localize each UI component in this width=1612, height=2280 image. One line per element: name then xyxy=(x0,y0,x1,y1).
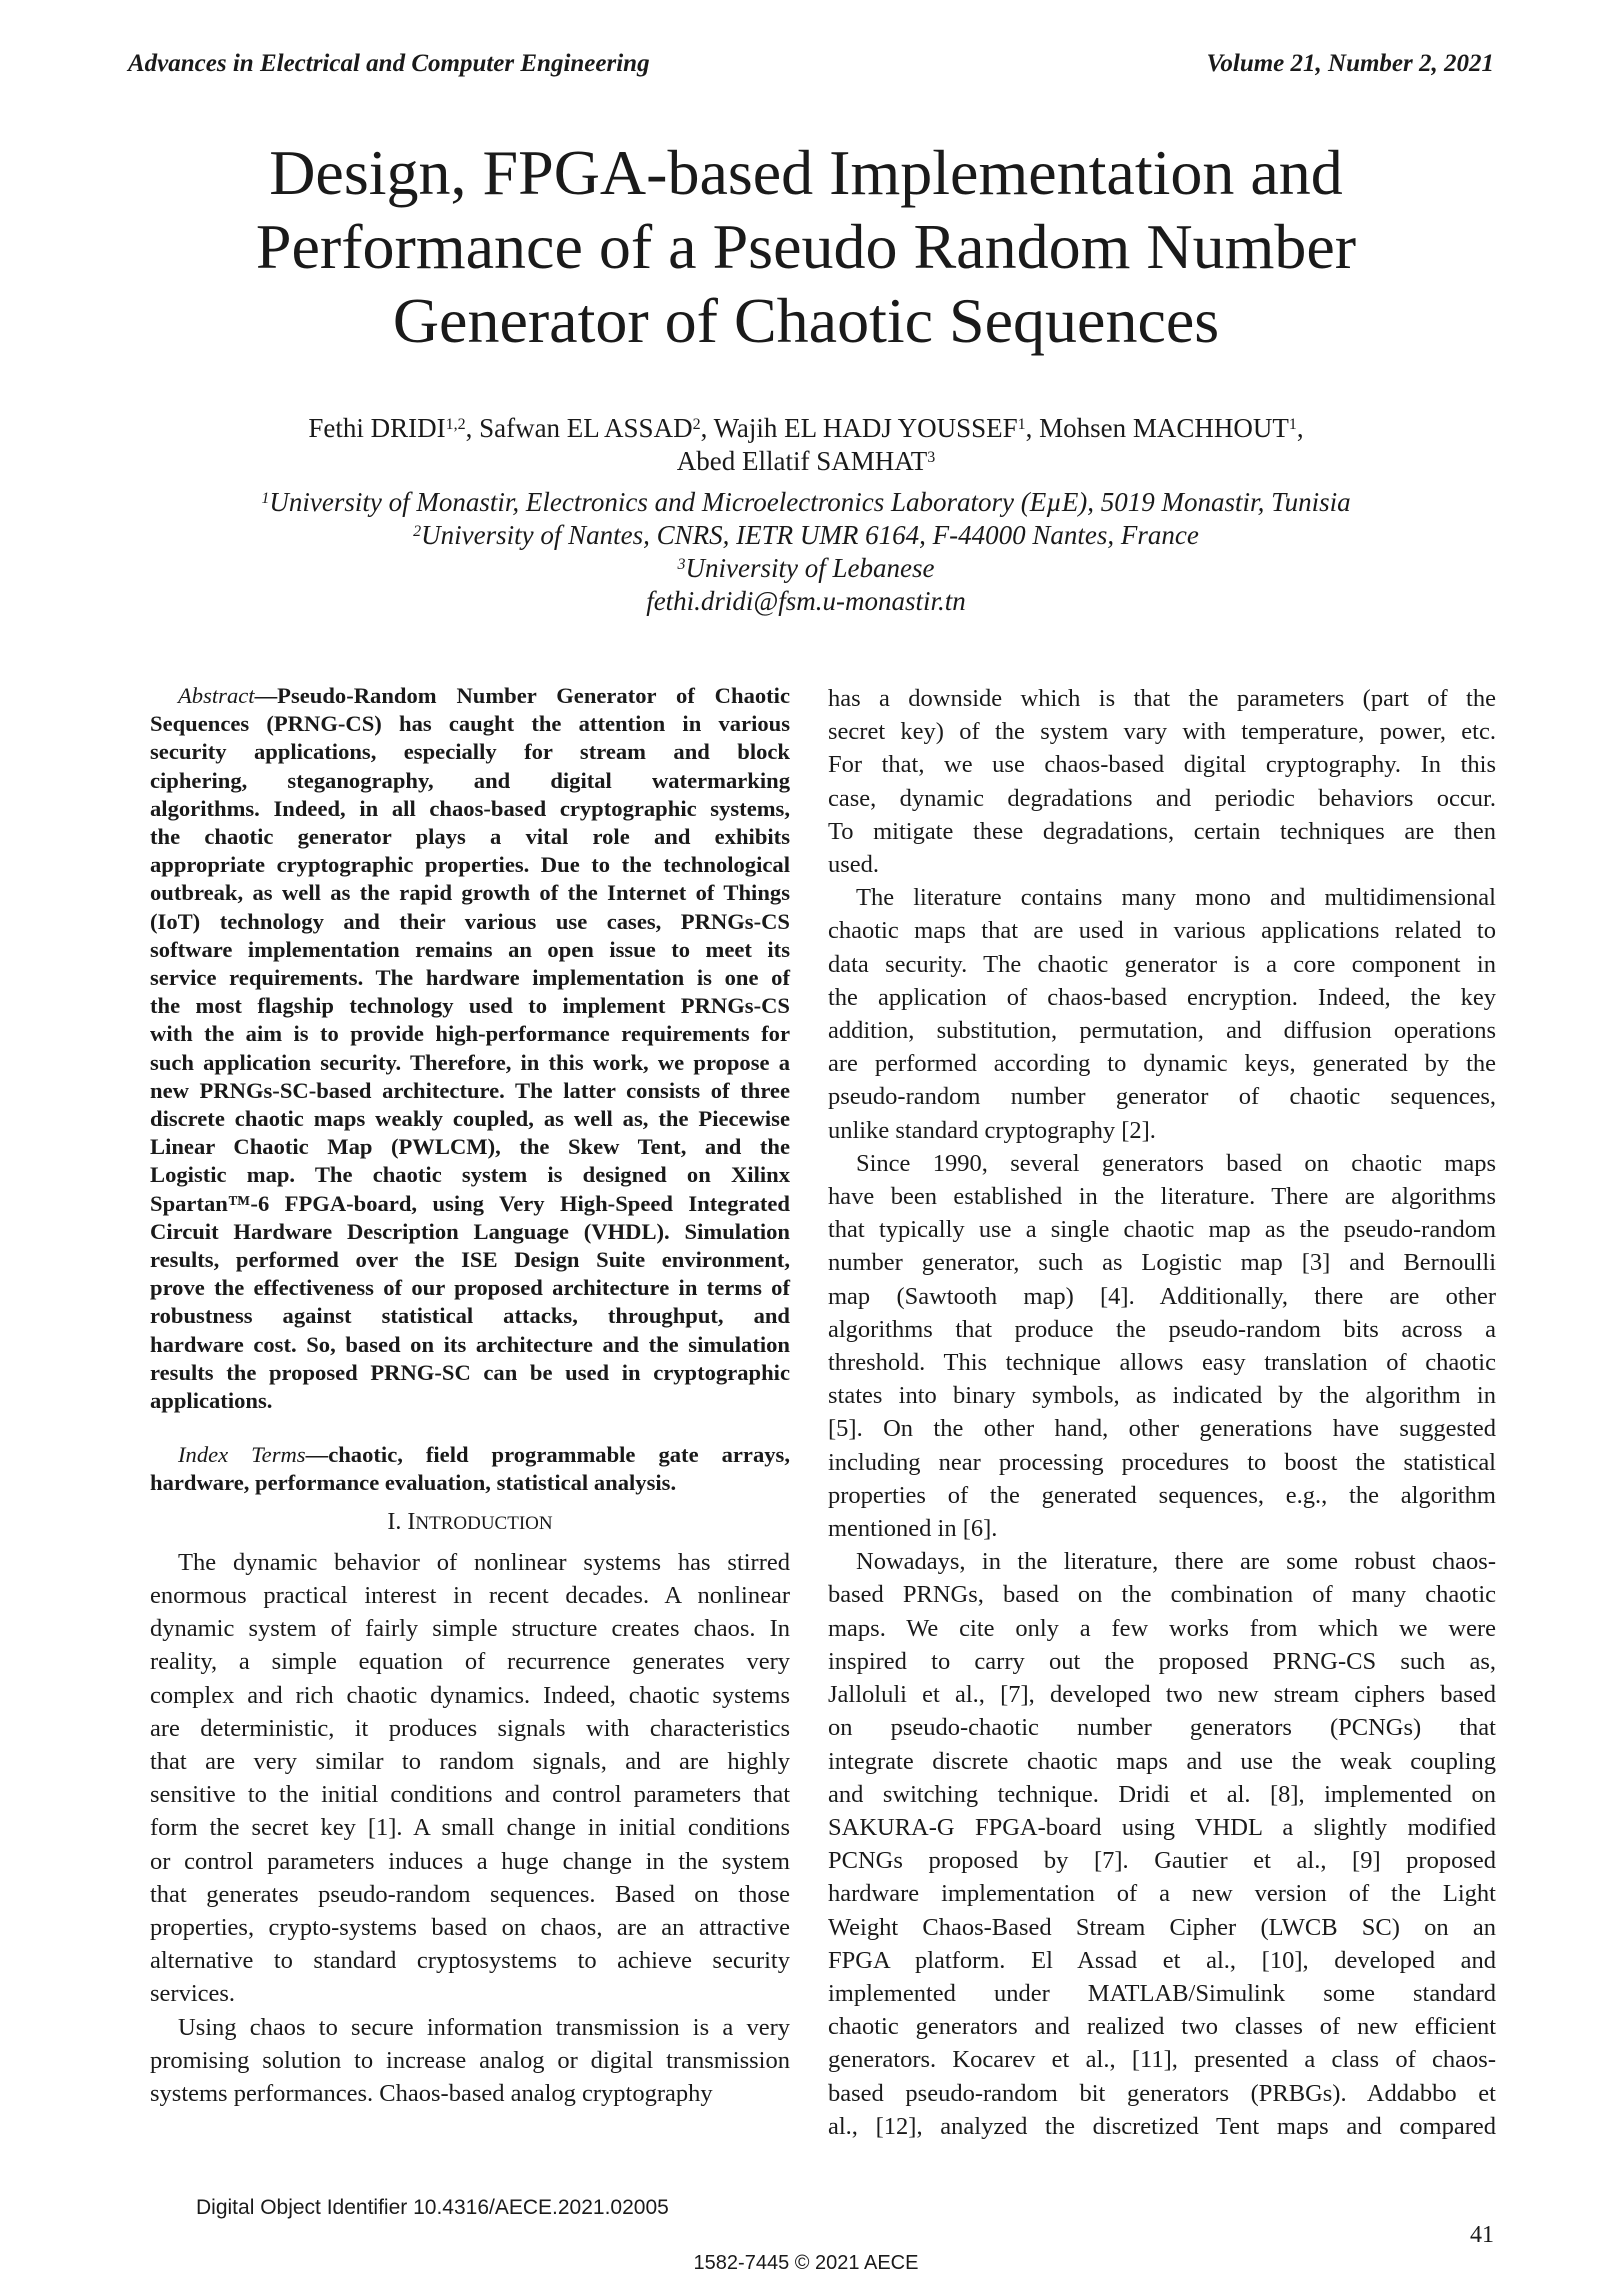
body-line: Since 1990, several generators based on chaotic maps xyxy=(856,1149,1496,1177)
title-line: Generator of Chaotic Sequences xyxy=(392,285,1220,356)
body-line: pseudo-random number generator of chaotic sequences, xyxy=(828,1083,1496,1111)
abstract-line: security applications, especially for stream and block xyxy=(150,739,790,765)
body-line: have been established in the literature. There are algorithms xyxy=(828,1183,1496,1211)
author-name: Abed Ellatif SAMHAT xyxy=(676,446,928,476)
abstract-line: appropriate cryptographic properties. Due to the technological xyxy=(150,852,790,878)
body-line: threshold. This technique allows easy translation of chaotic xyxy=(828,1349,1496,1377)
index-terms-line: hardware, performance evaluation, statistical analysis. xyxy=(150,1470,677,1496)
affiliation: $^1$University of Monastir, Electronics and Microelectronics Laboratory (EµE), 5019 Monastir, Tunisia xyxy=(261,487,1351,517)
body-line: SAKURA-G FPGA-board using VHDL a slightly modified xyxy=(828,1813,1496,1841)
body-text xyxy=(828,682,1496,2143)
right-column xyxy=(828,682,1496,2143)
abstract-line: prove the effectiveness of our proposed architecture in terms of xyxy=(150,1275,790,1301)
body-line: Jalloluli et al., [7], developed two new stream ciphers based xyxy=(828,1681,1496,1709)
body-line: sensitive to the initial conditions and control parameters that xyxy=(150,1781,790,1809)
body-line: and switching technique. Dridi et al. [8], implemented on xyxy=(828,1780,1496,1808)
body-line: maps. We cite only a few works from which we were xyxy=(828,1614,1496,1642)
abstract-line: Linear Chaotic Map (PWLCM), the Skew Tent, and the xyxy=(150,1134,790,1160)
volume-info: Volume 21, Number 2, 2021 xyxy=(1206,50,1494,77)
affiliation: $^2$University of Nantes, CNRS, IETR UMR 6164, F-44000 Nantes, France xyxy=(413,520,1199,550)
journal-name: Advances in Electrical and Computer Engineering xyxy=(128,50,650,77)
body-line: enormous practical interest in recent decades. A nonlinear xyxy=(150,1581,790,1609)
body-line: chaotic generators and realized two classes of new efficient xyxy=(828,2013,1496,2041)
body-line: case, dynamic degradations and periodic behaviors occur. xyxy=(828,784,1496,812)
author-affil-mark: 2 xyxy=(692,416,701,433)
abstract-line: the most flagship technology used to implement PRNGs-CS xyxy=(150,993,790,1019)
body-line: unlike standard cryptography [2]. xyxy=(828,1116,1156,1144)
abstract-line: Spartan™-6 FPGA-board, using Very High-Speed Integrated xyxy=(150,1190,790,1216)
body-line: Using chaos to secure information transmission is a very xyxy=(178,2013,790,2041)
abstract-line: software implementation remains an open issue to meet its xyxy=(150,936,790,962)
abstract xyxy=(150,682,790,1415)
body-line: has a downside which is that the parameters (part of the xyxy=(828,685,1496,712)
issn-copyright: 1582-7445 © 2021 AECE xyxy=(693,2252,919,2274)
body-line: Weight Chaos-Based Stream Cipher (LWCB SC) on an xyxy=(828,1913,1496,1941)
abstract-line: (IoT) technology and their various use cases, PRNGs-CS xyxy=(150,908,790,934)
section-heading: I. INTRODUCTION xyxy=(387,1508,553,1535)
body-line: based PRNGs, based on the combination of many chaotic xyxy=(828,1581,1496,1609)
author-name: , Wajih EL HADJ YOUSSEF xyxy=(700,413,1018,443)
abstract-line: ciphering, steganography, and digital watermarking xyxy=(150,767,790,793)
body-line: are deterministic, it produces signals with characteristics xyxy=(150,1714,790,1742)
author-affil-mark: 1,2 xyxy=(445,416,466,433)
body-line: dynamic system of fairly simple structure creates chaos. In xyxy=(150,1615,790,1643)
paper-title xyxy=(150,136,1462,358)
doi: Digital Object Identifier 10.4316/AECE.2021.02005 xyxy=(196,2196,669,2219)
author-affil-mark: 1 xyxy=(1288,416,1297,433)
body-line: [5]. On the other hand, other generations have suggested xyxy=(828,1415,1496,1443)
index-terms xyxy=(150,1441,790,1497)
body-line: al., [12], analyzed the discretized Tent maps and compared xyxy=(828,2112,1496,2140)
index-terms-label: Index Terms xyxy=(178,1442,306,1468)
body-line: form the secret key [1]. A small change in initial conditions xyxy=(150,1814,790,1842)
abstract-line: robustness against statistical attacks, throughput, and xyxy=(150,1303,790,1329)
author-name: Fethi DRIDI xyxy=(308,413,446,443)
body-line: map (Sawtooth map) [4]. Additionally, there are other xyxy=(828,1282,1496,1310)
abstract-line: results, performed over the ISE Design Suite environment, xyxy=(150,1247,790,1273)
affiliation: $^3$University of Lebanese xyxy=(677,553,935,583)
index-terms-line: Index Terms—chaotic, field programmable gate arrays, xyxy=(178,1442,790,1468)
body-line: promising solution to increase analog or digital transmission xyxy=(150,2046,790,2074)
abstract-line: with the aim is to provide high-performance requirements for xyxy=(150,1021,790,1047)
body-line: that are very similar to random signals, and are highly xyxy=(150,1747,790,1775)
title-line: Performance of a Pseudo Random Number xyxy=(255,211,1357,282)
intro-text xyxy=(150,1546,790,2110)
abstract-line: such application security. Therefore, in this work, we propose a xyxy=(150,1049,790,1075)
body-line: complex and rich chaotic dynamics. Indeed, chaotic systems xyxy=(150,1681,790,1709)
body-line: chaotic maps that are used in various applications related to xyxy=(828,917,1496,945)
body-line: integrate discrete chaotic maps and use the weak coupling xyxy=(828,1747,1496,1775)
body-line: number generator, such as Logistic map [3] and Bernoulli xyxy=(828,1249,1496,1277)
abstract-line: Sequences (PRNG-CS) has caught the attention in various xyxy=(150,711,790,737)
abstract-line: Circuit Hardware Description Language (VHDL). Simulation xyxy=(150,1218,790,1244)
abstract-line: algorithms. Indeed, in all chaos-based cryptographic systems, xyxy=(150,795,790,821)
abstract-line: discrete chaotic maps weakly coupled, as well as, the Piecewise xyxy=(150,1106,790,1132)
body-line: reality, a simple equation of recurrence generates very xyxy=(150,1648,790,1676)
body-line: or control parameters induces a huge change in the system xyxy=(150,1847,790,1875)
body-line: are performed according to dynamic keys, generated by the xyxy=(828,1050,1496,1078)
author-list xyxy=(100,412,1512,478)
contact-email: fethi.dridi@fsm.u-monastir.tn xyxy=(646,586,966,616)
body-line: implemented under MATLAB/Simulink some standard xyxy=(828,1979,1496,2007)
body-line: alternative to standard cryptosystems to achieve security xyxy=(150,1947,790,1975)
title-line: Design, FPGA-based Implementation and xyxy=(269,137,1343,208)
affiliations xyxy=(100,486,1512,618)
author-name: , Mohsen MACHHOUT xyxy=(1025,413,1289,443)
body-line: The literature contains many mono and multidimensional xyxy=(856,884,1496,912)
abstract-line: results the proposed PRNG-SC can be used in cryptographic xyxy=(150,1359,790,1385)
left-column xyxy=(150,682,790,2110)
body-line: Nowadays, in the literature, there are some robust chaos- xyxy=(856,1548,1496,1576)
abstract-line: new PRNGs-SC-based architecture. The latter consists of three xyxy=(150,1077,790,1103)
body-line: secret key) of the system vary with temperature, power, etc. xyxy=(828,718,1496,746)
body-line: that typically use a single chaotic map as the pseudo-random xyxy=(828,1216,1496,1244)
author-name: , Safwan EL ASSAD xyxy=(465,413,693,443)
author-affil-mark: 1 xyxy=(1017,416,1026,433)
body-line: PCNGs proposed by [7]. Gautier et al., [9] proposed xyxy=(828,1847,1496,1875)
body-line: properties, crypto-systems based on chaos, are an attractive xyxy=(150,1913,790,1941)
abstract-line: hardware cost. So, based on its architecture and the simulation xyxy=(150,1331,790,1357)
abstract-line: the chaotic generator plays a vital role and exhibits xyxy=(150,824,790,850)
body-line: including near processing procedures to boost the statistical xyxy=(828,1448,1496,1476)
body-line: systems performances. Chaos-based analog cryptography xyxy=(150,2079,713,2107)
body-line: on pseudo-chaotic number generators (PCNGs) that xyxy=(828,1714,1496,1742)
body-line: based pseudo-random bit generators (PRBGs). Addabbo et xyxy=(828,2079,1496,2107)
body-line: mentioned in [6]. xyxy=(828,1515,998,1543)
body-line: addition, substitution, permutation, and diffusion operations xyxy=(828,1017,1496,1045)
body-line: FPGA platform. El Assad et al., [10], developed and xyxy=(828,1946,1496,1974)
body-line: that generates pseudo-random sequences. Based on those xyxy=(150,1880,790,1908)
body-line: generators. Kocarev et al., [11], presented a class of chaos- xyxy=(828,2046,1496,2074)
body-line: To mitigate these degradations, certain techniques are then xyxy=(828,817,1496,845)
body-line: properties of the generated sequences, e.g., the algorithm xyxy=(828,1481,1496,1509)
author-affil-mark: 3 xyxy=(927,449,936,466)
abstract-label: Abstract xyxy=(178,683,255,708)
abstract-line: applications. xyxy=(150,1388,273,1414)
body-line: inspired to carry out the proposed PRNG-CS such as, xyxy=(828,1647,1496,1675)
page-number: 41 xyxy=(1470,2222,1494,2248)
abstract-line: service requirements. The hardware implementation is one of xyxy=(150,965,790,991)
body-line: services. xyxy=(150,1980,236,2008)
abstract-line: outbreak, as well as the rapid growth of the Internet of Things xyxy=(150,880,790,906)
body-line: data security. The chaotic generator is a core component in xyxy=(828,950,1496,978)
abstract-line: Abstract—Pseudo-Random Number Generator of Chaotic xyxy=(178,683,790,708)
author-separator: , xyxy=(1296,413,1304,443)
body-line: For that, we use chaos-based digital cryptography. In this xyxy=(828,751,1496,779)
body-line: The dynamic behavior of nonlinear systems has stirred xyxy=(178,1548,790,1576)
abstract-line: Logistic map. The chaotic system is designed on Xilinx xyxy=(150,1162,790,1188)
body-line: the application of chaos-based encryption. Indeed, the key xyxy=(828,983,1496,1011)
body-line: algorithms that produce the pseudo-random bits across a xyxy=(828,1315,1496,1343)
body-line: hardware implementation of a new version of the Light xyxy=(828,1880,1496,1908)
body-line: states into binary symbols, as indicated by the algorithm in xyxy=(828,1382,1496,1410)
body-line: used. xyxy=(828,851,880,879)
